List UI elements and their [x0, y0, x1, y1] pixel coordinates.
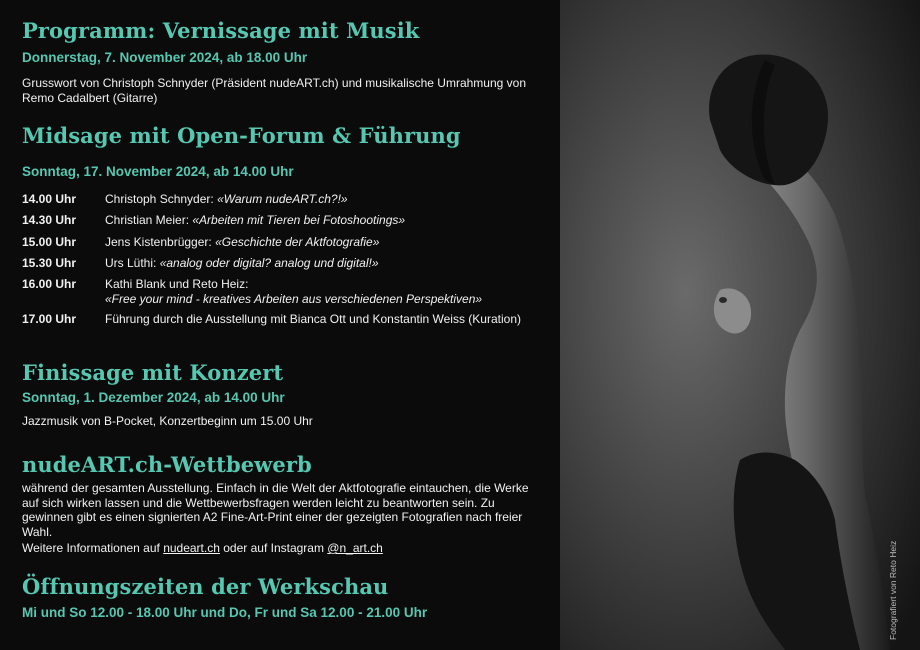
date-vernissage: Donnerstag, 7. November 2024, ab 18.00 Uhr [22, 50, 308, 65]
schedule-speaker: Christoph Schnyder: [105, 192, 218, 206]
schedule-speaker: Jens Kistenbrügger: [105, 235, 216, 249]
schedule-title: «Arbeiten mit Tieren bei Fotoshootings» [192, 213, 406, 227]
schedule-time: 15.30 Uhr [22, 256, 77, 270]
info-prefix: Weitere Informationen auf [22, 541, 164, 555]
schedule-speaker: Christian Meier: [105, 213, 193, 227]
photo-credit: Fotografiert von Reto Heiz [888, 540, 898, 640]
schedule-time: 17.00 Uhr [22, 312, 77, 326]
text-wettbewerb: während der gesamten Ausstellung. Einfach in die Welt der Aktfotografie eintauchen, die Werke auf sich wirken lassen und die Wettbewerbsfragen werden leicht zu beantworten sein. Zu gewinnen gibt es einen signierten A2 Fine-Art-Print einer der gezeigten Fotografien nach freier Wahl. [22, 481, 529, 539]
schedule-speaker: Führung durch die Ausstellung mit Bianca Ott und Konstantin Weiss (Kuration) [105, 312, 521, 326]
schedule-desc [105, 235, 535, 250]
schedule-time: 14.30 Uhr [22, 213, 77, 227]
heading-wettbewerb: nudeART.ch-Wettbewerb [22, 452, 312, 477]
heading-oeffnungszeiten: Öffnungszeiten der Werkschau [22, 574, 389, 599]
info-line [22, 541, 542, 556]
instagram-link[interactable]: @n_art.ch [327, 541, 383, 555]
date-finissage: Sonntag, 1. Dezember 2024, ab 14.00 Uhr [22, 390, 285, 405]
schedule-title: «Geschichte der Aktfotografie» [215, 235, 380, 249]
opening-hours: Mi und So 12.00 - 18.00 Uhr und Do, Fr und Sa 12.00 - 21.00 Uhr [22, 605, 428, 620]
nude-photograph [560, 0, 920, 650]
info-mid: oder auf Instagram [219, 541, 328, 555]
schedule-time: 16.00 Uhr [22, 277, 77, 291]
schedule-speaker: Kathi Blank und Reto Heiz: [105, 277, 249, 291]
text-vernissage: Grusswort von Christoph Schnyder (Präsident nudeART.ch) und musikalische Umrahmung von Remo Cadalbert (Gitarre) [22, 76, 527, 105]
schedule-desc [105, 312, 535, 327]
schedule-desc [105, 213, 535, 228]
schedule-speaker: Urs Lüthi: [105, 256, 160, 270]
website-link[interactable]: nudeart.ch [163, 541, 220, 555]
heading-vernissage: Programm: Vernissage mit Musik [22, 18, 420, 43]
date-midsage: Sonntag, 17. November 2024, ab 14.00 Uhr [22, 164, 294, 179]
schedule-desc [105, 277, 535, 306]
schedule-title: «Free your mind - kreatives Arbeiten aus verschiedenen Perspektiven» [105, 291, 483, 306]
schedule-desc [105, 192, 535, 207]
photo-illustration [560, 0, 920, 650]
heading-finissage: Finissage mit Konzert [22, 360, 284, 385]
schedule-title: «analog oder digital? analog und digital!» [159, 256, 379, 270]
schedule-time: 14.00 Uhr [22, 192, 77, 206]
heading-midsage: Midsage mit Open-Forum & Führung [22, 123, 461, 148]
schedule-desc [105, 256, 535, 271]
schedule-title: «Warum nudeART.ch?!» [217, 192, 348, 206]
text-finissage: Jazzmusik von B-Pocket, Konzertbeginn um 15.00 Uhr [22, 414, 313, 428]
schedule-time: 15.00 Uhr [22, 235, 77, 249]
